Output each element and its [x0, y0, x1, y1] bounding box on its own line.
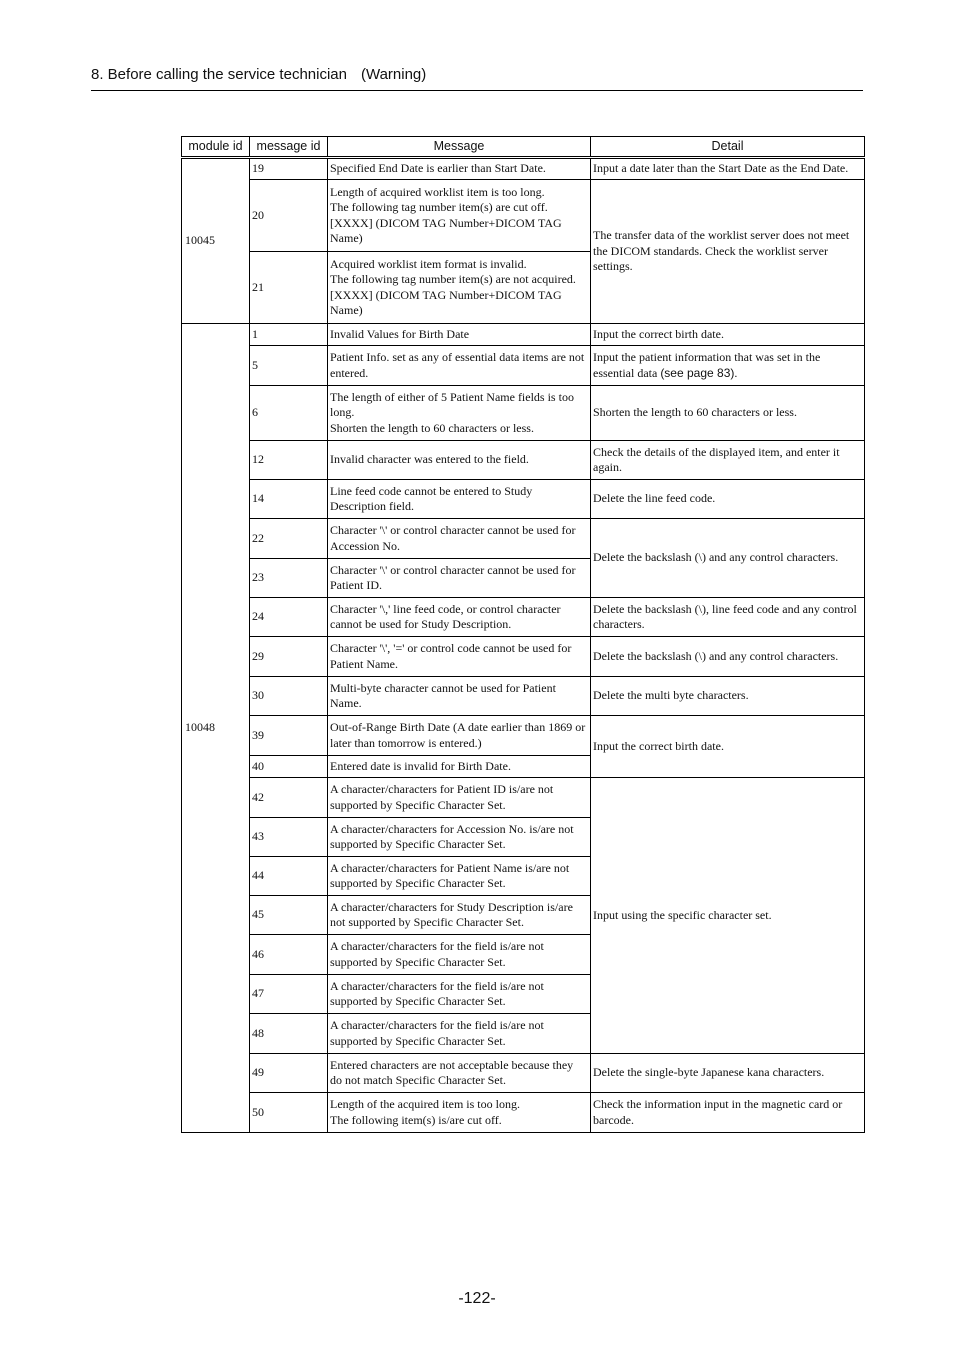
message-line: Length of the acquired item is too long. — [330, 1097, 520, 1111]
message-id-cell: 6 — [250, 386, 328, 441]
message-line: A character/characters for the field is/are not supported by Specific Character Set. — [330, 978, 544, 1008]
message-cell — [328, 637, 591, 677]
message-line: Acquired worklist item format is invalid. — [330, 256, 527, 271]
message-line: Line feed code cannot be entered to Study Description field. — [330, 483, 533, 513]
message-id-cell: 46 — [250, 935, 328, 975]
message-cell — [328, 818, 591, 857]
message-id-cell: 1 — [250, 324, 328, 346]
message-line: A character/characters for Patient Name is/are not supported by Specific Character Set. — [330, 860, 570, 890]
table-row — [182, 346, 865, 386]
message-line: Multi-byte character cannot be used for Patient Name. — [330, 680, 556, 710]
message-id-cell: 5 — [250, 346, 328, 386]
module-id-cell: 10048 — [182, 324, 250, 1133]
message-id-cell: 30 — [250, 677, 328, 716]
message-line: Specified End Date is earlier than Start Date. — [330, 161, 546, 176]
message-cell — [328, 857, 591, 896]
message-id-cell: 14 — [250, 480, 328, 519]
column-header-message-id: message id — [250, 137, 328, 158]
message-cell — [328, 598, 591, 637]
message-cell — [328, 756, 591, 778]
detail-cell: The transfer data of the worklist server does not meet the DICOM standards. Check the worklist server settings. — [591, 180, 865, 324]
message-line: [XXXX] (DICOM TAG Number+DICOM TAG Name) — [330, 287, 562, 317]
message-cell — [328, 1093, 591, 1133]
message-id-cell: 24 — [250, 598, 328, 637]
message-line: Patient Info. set as any of essential data items are not entered. — [330, 350, 585, 380]
message-line: Invalid Values for Birth Date — [330, 326, 470, 341]
message-cell — [328, 677, 591, 716]
message-cell — [328, 180, 591, 252]
detail-cell: Delete the single-byte Japanese kana characters. — [591, 1054, 865, 1093]
message-line: Out-of-Range Birth Date (A date earlier than 1869 or later than tomorrow is entered.) — [330, 720, 586, 750]
detail-cell: Delete the backslash (\) and any control characters. — [591, 637, 865, 677]
section-title: 8. Before calling the service technician — [91, 66, 347, 83]
detail-cell: Delete the line feed code. — [591, 480, 865, 519]
message-id-cell: 22 — [250, 519, 328, 559]
message-line: Entered date is invalid for Birth Date. — [330, 758, 511, 773]
table-row — [182, 386, 865, 441]
message-line: A character/characters for Study Description is/are not supported by Specific Character Set. — [330, 899, 573, 929]
table-row — [182, 158, 865, 180]
page-number: -122- — [458, 1290, 496, 1307]
message-id-cell: 29 — [250, 637, 328, 677]
message-id-cell: 43 — [250, 818, 328, 857]
message-id-cell: 19 — [250, 158, 328, 180]
message-id-cell: 48 — [250, 1014, 328, 1054]
message-cell — [328, 252, 591, 324]
table-row — [182, 1054, 865, 1093]
detail-cell: Check the details of the displayed item, and enter it again. — [591, 441, 865, 480]
table-row — [182, 324, 865, 346]
message-line: Character '\', '=' or control code cannot be used for Patient Name. — [330, 641, 572, 671]
message-line: Length of acquired worklist item is too long. — [330, 184, 545, 199]
message-cell — [328, 778, 591, 818]
column-header-module-id: module id — [182, 137, 250, 158]
module-id-cell: 10045 — [182, 158, 250, 324]
message-cell — [328, 935, 591, 975]
table-row — [182, 598, 865, 637]
detail-cell: Input the correct birth date. — [591, 324, 865, 346]
detail-cell: Input a date later than the Start Date as the End Date. — [591, 158, 865, 180]
message-id-cell: 12 — [250, 441, 328, 480]
table-row — [182, 637, 865, 677]
table-row — [182, 677, 865, 716]
message-id-cell: 50 — [250, 1093, 328, 1133]
table-row — [182, 716, 865, 756]
page-reference: (see page 83) — [660, 365, 735, 380]
message-line: The following tag number item(s) are cut off. — [330, 200, 548, 214]
detail-text: Input the patient information that was set in the essential data — [593, 350, 821, 380]
message-cell — [328, 1014, 591, 1054]
message-cell — [328, 386, 591, 441]
detail-cell: Delete the backslash (\), line feed code and any control characters. — [591, 598, 865, 637]
message-cell — [328, 975, 591, 1014]
detail-cell: Delete the multi byte characters. — [591, 677, 865, 716]
table-row — [182, 441, 865, 480]
detail-text-tail: . — [734, 365, 738, 380]
message-id-cell: 39 — [250, 716, 328, 756]
table-row — [182, 778, 865, 818]
table-row — [182, 180, 865, 252]
message-cell — [328, 519, 591, 559]
message-id-cell: 21 — [250, 252, 328, 324]
message-cell — [328, 1054, 591, 1093]
table-row — [182, 480, 865, 519]
message-line: The following item(s) is/are cut off. — [330, 1112, 502, 1127]
column-header-detail: Detail — [591, 137, 865, 158]
detail-cell: Shorten the length to 60 characters or less. — [591, 386, 865, 441]
message-cell — [328, 896, 591, 935]
message-cell — [328, 346, 591, 386]
message-cell — [328, 716, 591, 756]
message-line: A character/characters for the field is/are not supported by Specific Character Set. — [330, 1018, 544, 1048]
detail-cell: Delete the backslash (\) and any control characters. — [591, 519, 865, 598]
table-row — [182, 519, 865, 559]
message-cell — [328, 324, 591, 346]
column-header-message: Message — [328, 137, 591, 158]
message-line: Invalid character was entered to the field. — [330, 452, 529, 467]
table-header-row — [182, 137, 865, 158]
message-line: The following tag number item(s) are not acquired. — [330, 272, 576, 286]
message-cell — [328, 480, 591, 519]
message-id-cell: 23 — [250, 559, 328, 598]
message-cell — [328, 441, 591, 480]
message-line: A character/characters for Accession No. is/are not supported by Specific Character Set. — [330, 821, 574, 851]
message-id-cell: 49 — [250, 1054, 328, 1093]
table-row — [182, 1093, 865, 1133]
detail-cell — [591, 346, 865, 386]
detail-cell: Input the correct birth date. — [591, 716, 865, 778]
message-line: The length of either of 5 Patient Name fields is too long. — [330, 389, 574, 420]
detail-cell: Input using the specific character set. — [591, 778, 865, 1054]
message-line: A character/characters for the field is/are not supported by Specific Character Set. — [330, 939, 544, 969]
message-line: Character '\,' line feed code, or control character cannot be used for Study Description. — [330, 601, 561, 631]
message-id-cell: 20 — [250, 180, 328, 252]
message-line: Character '\' or control character cannot be used for Patient ID. — [330, 562, 576, 592]
message-line: [XXXX] (DICOM TAG Number+DICOM TAG Name) — [330, 215, 562, 245]
message-id-cell: 42 — [250, 778, 328, 818]
message-cell — [328, 158, 591, 180]
message-line: A character/characters for Patient ID is/are not supported by Specific Character Set. — [330, 782, 554, 812]
message-line: Entered characters are not acceptable because they do not match Specific Character Set. — [330, 1057, 574, 1087]
page-header — [91, 66, 863, 91]
message-id-cell: 47 — [250, 975, 328, 1014]
message-cell — [328, 559, 591, 598]
warning-message-table — [181, 136, 865, 1133]
message-line: Character '\' or control character cannot be used for Accession No. — [330, 523, 576, 553]
message-id-cell: 45 — [250, 896, 328, 935]
message-line: Shorten the length to 60 characters or less. — [330, 420, 534, 435]
message-id-cell: 40 — [250, 756, 328, 778]
message-id-cell: 44 — [250, 857, 328, 896]
detail-cell: Check the information input in the magnetic card or barcode. — [591, 1093, 865, 1133]
section-subtitle: (Warning) — [360, 66, 427, 83]
